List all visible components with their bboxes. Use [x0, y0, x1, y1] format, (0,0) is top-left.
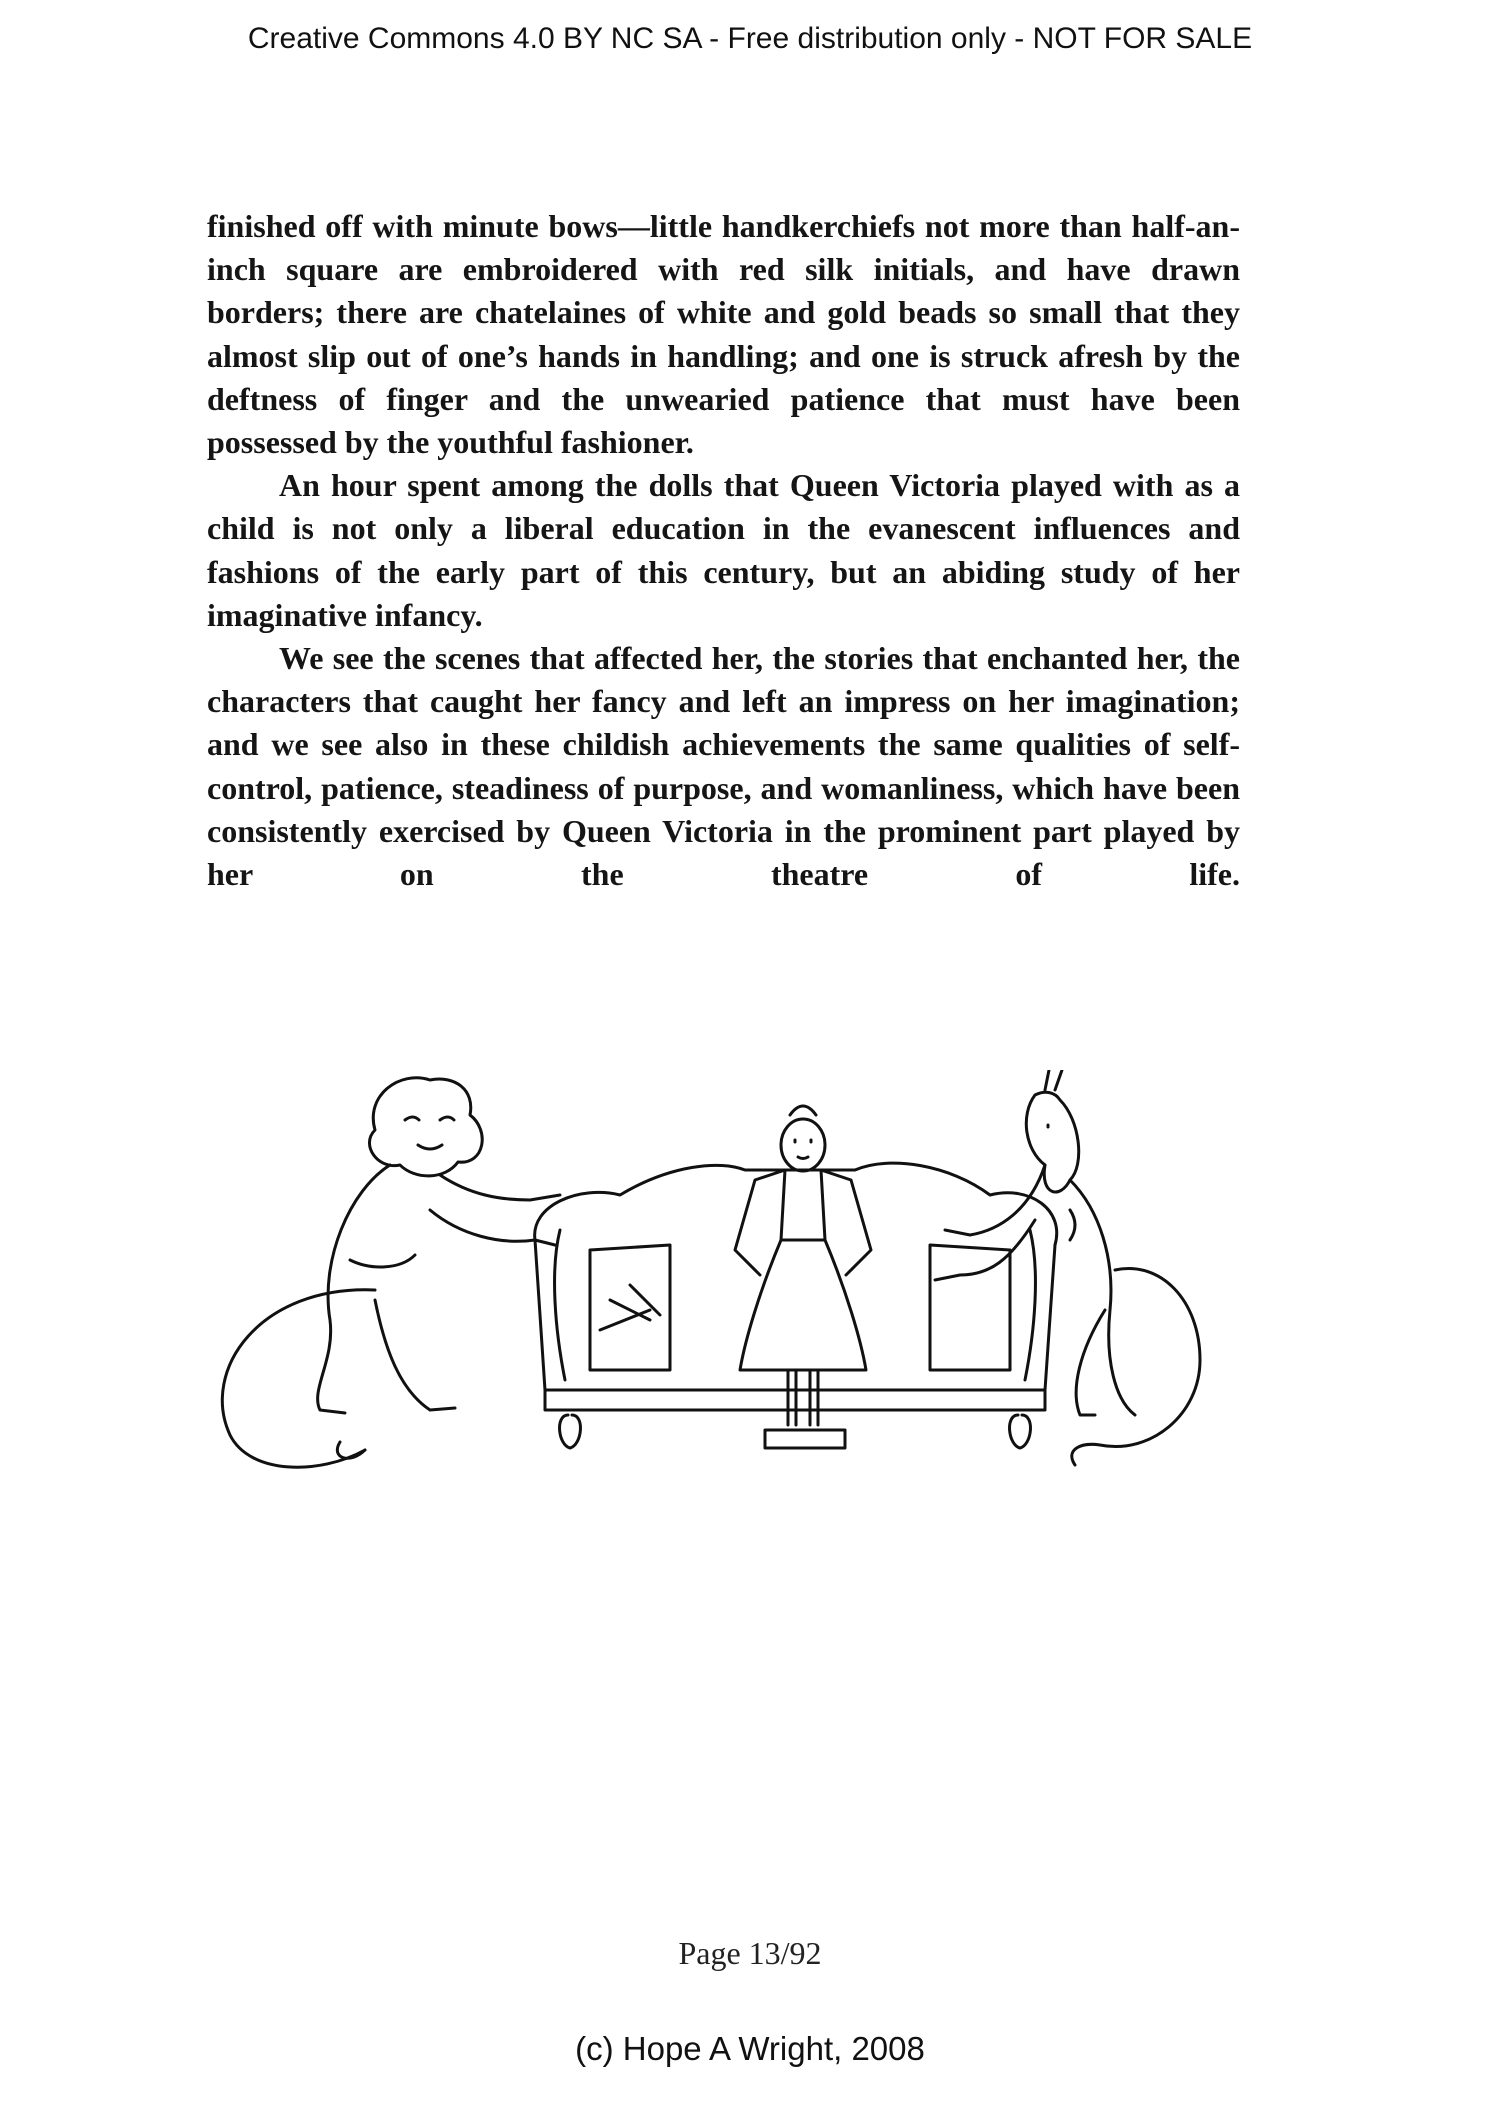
lion-tail: [222, 1290, 375, 1467]
paragraph-2: An hour spent among the dolls that Queen Victoria played with as a child is not only a liberal education in the evanescent influences and fashions of the early part of this century, but an abiding study of her imaginative infancy.: [207, 467, 1240, 633]
page-number: Page 13/92: [678, 1935, 822, 1971]
doll-figure: [735, 1106, 871, 1448]
paragraph-1: finished off with minute bows—little handkerchiefs not more than half-an-inch square are embroidered with red silk initials, and have drawn borders; there are chatelaines of white and gold beads so small that they almost slip out of one’s hands in handling; and one is struck afresh by the deftness of finger and the unwearied patience that must have been possessed by the youthful fashioner.: [207, 208, 1240, 461]
unicorn-figure: [935, 1070, 1200, 1465]
paragraph-3: We see the scenes that affected her, the stories that enchanted her, the characters that caught her fancy and left an impress on her imagination; and we see also in these childish achievements the same qualities of self-control, patience, steadiness of purpose, and womanliness, which have been consistently exercised by Queen Victoria in the prominent part played by her on the theatre of life.: [207, 640, 1240, 893]
copyright-footer: (c) Hope A Wright, 2008: [575, 2030, 925, 2067]
body-text: [207, 205, 1240, 896]
lion-doll-unicorn-sofa-illustration: [200, 1070, 1260, 1490]
lion-figure: [318, 1078, 560, 1413]
license-header: Creative Commons 4.0 BY NC SA - Free distribution only - NOT FOR SALE: [247, 22, 1253, 55]
